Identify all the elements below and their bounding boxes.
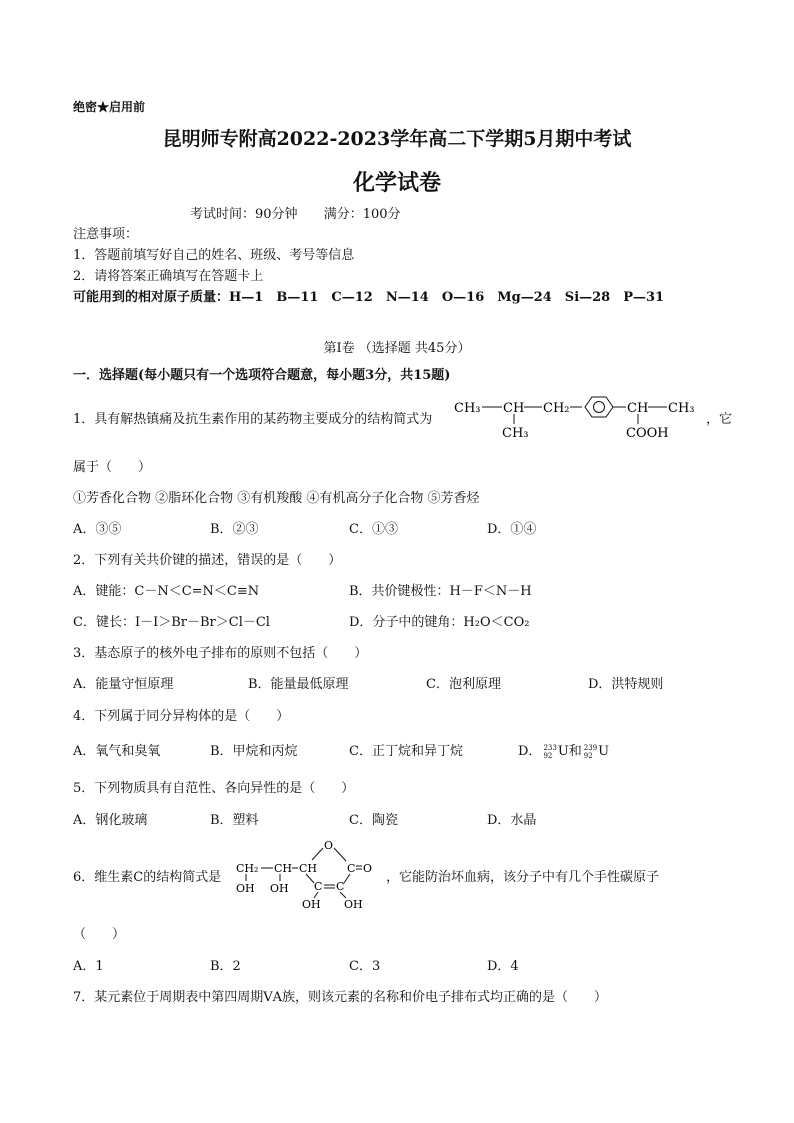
q5-option-c[interactable]: C．陶瓷 xyxy=(349,813,398,828)
q6-option-a[interactable]: A．1 xyxy=(73,959,104,974)
benzene-ring xyxy=(585,397,613,417)
q1-option-b[interactable]: B．②③ xyxy=(210,522,259,537)
q4-option-b[interactable]: B．甲烷和丙烷 xyxy=(210,744,298,759)
q6-c-left: C xyxy=(314,880,323,893)
q3-option-b[interactable]: B．能量最低原理 xyxy=(248,677,349,692)
q5-stem: 5．下列物质具有自范性、各向异性的是（ ） xyxy=(73,781,355,796)
q1-choices: ①芳香化合物 ②脂环化合物 ③有机羧酸 ④有机高分子化合物 ⑤芳香烃 xyxy=(73,491,480,506)
note-item-2: 2．请将答案正确填写在答题卡上 xyxy=(73,269,264,284)
confidential-mark: 绝密★启用前 xyxy=(73,100,146,114)
q6-oh-3: OH xyxy=(302,898,321,910)
atomic-masses: 可能用到的相对原子质量：H—1 B—11 C—12 N—14 O—16 Mg—24 Si—28 P—31 xyxy=(73,290,665,305)
q1-ch-right: CH xyxy=(627,401,649,416)
q6-ring-o: O xyxy=(324,839,334,852)
q1-structure xyxy=(454,394,704,444)
note-item-1: 1．答题前填写好自己的姓名、班级、考号等信息 xyxy=(73,248,355,263)
q3-option-c[interactable]: C．泡利原理 xyxy=(426,677,501,692)
q4-option-c[interactable]: C．正丁烷和异丁烷 xyxy=(349,744,463,759)
q1-option-a[interactable]: A．③⑤ xyxy=(73,522,122,537)
isotope-1-numbers: 233 92 xyxy=(543,743,557,760)
q1-stem2: 属于（ ） xyxy=(73,460,152,475)
q3-stem: 3．基态原子的核外电子排布的原则不包括（ ） xyxy=(73,646,368,661)
isotope-2-numbers: 239 92 xyxy=(583,743,598,760)
section-heading xyxy=(73,364,450,383)
q6-oh-1: OH xyxy=(236,882,255,895)
q6-ch-a: CH xyxy=(274,862,293,875)
q4-stem: 4．下列属于同分异构体的是（ ） xyxy=(73,709,290,724)
notes-heading: 注意事项： xyxy=(73,227,139,242)
q2-option-a[interactable]: A．键能：C－N＜C=N＜C≡N xyxy=(73,584,260,599)
q1-ch3-left: CH₃ xyxy=(454,401,481,416)
q4-option-d[interactable]: D． 233 92 U和 239 92 U xyxy=(518,743,610,760)
q6-option-c[interactable]: C．3 xyxy=(349,959,381,974)
q5-option-a[interactable]: A．钢化玻璃 xyxy=(73,813,148,828)
section-heading-text: 一．选择题(每小题只有一个选项符合题意，每小题3分，共15题) xyxy=(73,368,451,383)
q5-option-d[interactable]: D．水晶 xyxy=(487,813,537,828)
q6-ch2: CH₂ xyxy=(236,862,259,875)
q6-c-right: C xyxy=(336,880,345,893)
exam-title: 昆明师专附高2022-2023学年高二下学期5月期中考试 xyxy=(162,128,632,150)
q7-stem: 7．某元素位于周期表中第四周期ⅤA族，则该元素的名称和价电子排布式均正确的是（ ） xyxy=(73,990,608,1005)
exam-subtitle: 化学试卷 xyxy=(352,170,441,196)
q1-option-c[interactable]: C．①③ xyxy=(349,522,398,537)
q1-branch-ch3: CH₃ xyxy=(502,426,529,441)
q6-stem2: （ ） xyxy=(73,927,126,942)
q1-ch2: CH₂ xyxy=(543,401,570,416)
q3-option-a[interactable]: A．能量守恒原理 xyxy=(73,677,174,692)
q4-option-a[interactable]: A．氧气和臭氧 xyxy=(73,744,161,759)
q6-stem-tail: ，它能防治坏血病，该分子中有几个手性碳原子 xyxy=(386,870,660,885)
q2-option-b[interactable]: B．共价键极性：H－F＜N－H xyxy=(349,584,532,599)
q6-option-d[interactable]: D．4 xyxy=(487,959,519,974)
q2-stem: 2．下列有关共价键的描述，错误的是（ ） xyxy=(73,553,342,568)
exam-score: 满分：100分 xyxy=(323,207,401,222)
q1-ch3-right: CH₃ xyxy=(668,401,695,416)
q6-structure xyxy=(234,836,384,910)
q6-oh-4: OH xyxy=(344,898,363,910)
q6-carbonyl-c: C xyxy=(347,862,356,875)
q4-option-d-label: D． xyxy=(518,744,542,759)
q6-ch-b: CH xyxy=(299,862,318,875)
exam-time: 考试时间：90分钟 xyxy=(190,207,298,222)
q6-oh-2: OH xyxy=(270,882,289,895)
q2-option-c[interactable]: C．键长：I－I＞Br－Br＞Cl－Cl xyxy=(73,615,270,630)
q1-ch: CH xyxy=(503,401,525,416)
q1-option-d[interactable]: D．①④ xyxy=(487,522,537,537)
q3-option-d[interactable]: D．洪特规则 xyxy=(588,677,664,692)
q1-stem: 1．具有解热镇痛及抗生素作用的某药物主要成分的结构简式为 xyxy=(73,412,433,427)
section-title: 第Ⅰ卷 （选择题 共45分） xyxy=(323,341,471,356)
q6-option-b[interactable]: B．2 xyxy=(210,959,241,974)
exam-info xyxy=(190,203,423,222)
q2-option-d[interactable]: D．分子中的键角：H₂O＜CO₂ xyxy=(349,615,530,630)
q1-cooh: COOH xyxy=(626,426,669,441)
q1-stem-tail: ，它 xyxy=(706,412,733,427)
q6-keto-o: O xyxy=(363,862,373,875)
q5-option-b[interactable]: B．塑料 xyxy=(210,813,259,828)
q6-stem: 6．维生素C的结构简式是 xyxy=(73,870,222,885)
